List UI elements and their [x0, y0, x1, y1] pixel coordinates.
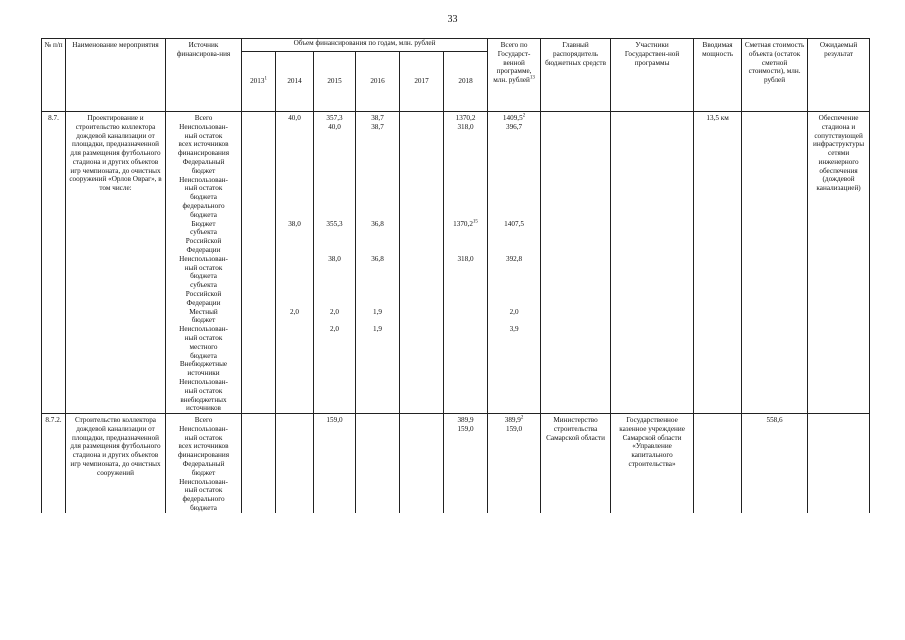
- value-cell: [446, 255, 485, 264]
- value-cell: [358, 114, 397, 123]
- source-line: [168, 272, 239, 281]
- value-cell: [446, 158, 485, 167]
- value-cell: [316, 255, 353, 264]
- value-cell: [490, 228, 538, 237]
- header-total: [488, 39, 541, 112]
- source-line: [168, 325, 239, 334]
- source-line: [168, 255, 239, 264]
- source-line: [168, 184, 239, 193]
- value-cell: [358, 228, 397, 237]
- value-cell: [316, 140, 353, 149]
- value-cell: [490, 132, 538, 141]
- value-cell: [358, 325, 397, 334]
- value-cell-text: 357,3: [326, 114, 343, 122]
- header-year-2015: 2015: [314, 52, 356, 112]
- table-header: [42, 39, 870, 112]
- source-line-text: Всего: [194, 416, 213, 425]
- source-line: [168, 504, 239, 513]
- source-line-text: бюджета: [190, 504, 217, 513]
- value-cell: [490, 211, 538, 220]
- source-line-text: Бюджет: [191, 219, 216, 228]
- header-participants: Участники Государствен-ной программы: [611, 39, 694, 112]
- value-cell: [446, 176, 485, 185]
- table-row: [42, 112, 870, 414]
- source-line-text: бюджета: [190, 272, 217, 281]
- header-total-footnote: 13: [529, 75, 535, 81]
- value-cell: [358, 202, 397, 211]
- source-line-text: Неиспользован-: [179, 254, 228, 263]
- header-estimate: Сметная стоимость объекта (остаток сметной стоимости), млн. рублей: [742, 39, 808, 112]
- value-cell-text: 2,0: [330, 325, 339, 334]
- footnote-mark: 2: [522, 113, 526, 119]
- value-cell-text: 38,7: [371, 114, 384, 122]
- year-2017-values: [400, 112, 444, 414]
- value-cell: [490, 220, 538, 229]
- source-line: [168, 158, 239, 167]
- value-cell: [446, 132, 485, 141]
- value-cell: [490, 149, 538, 158]
- value-cell: [358, 193, 397, 202]
- year-2015-values: [314, 414, 356, 513]
- value-cell: [316, 290, 353, 299]
- value-cell: [278, 184, 311, 193]
- source-line-text: внебюджетных: [180, 395, 227, 404]
- value-cell: [446, 193, 485, 202]
- year-2017-values: [400, 414, 444, 513]
- source-line: [168, 451, 239, 460]
- value-cell: [316, 167, 353, 176]
- header-capacity: Вводимая мощность: [694, 39, 742, 112]
- source-line-text: Неиспользован-: [179, 325, 228, 334]
- source-line: [168, 228, 239, 237]
- value-cell: [490, 140, 538, 149]
- source-line: [168, 316, 239, 325]
- value-cell: [446, 149, 485, 158]
- value-cell-text: 1,9: [373, 325, 382, 334]
- capacity-value: 13,5 км: [694, 112, 742, 414]
- value-cell: [490, 184, 538, 193]
- source-line-text: ный остаток: [184, 433, 223, 442]
- row-number: 8.7.2.: [42, 414, 66, 513]
- source-line: [168, 290, 239, 299]
- value-cell-text: 36,8: [371, 219, 384, 228]
- source-line-text: бюджет: [191, 166, 216, 175]
- row-number: 8.7.: [42, 112, 66, 414]
- page-number: 33: [447, 14, 458, 25]
- result-cell: [808, 414, 870, 513]
- header-year-2016: 2016: [356, 52, 400, 112]
- source-line: [168, 478, 239, 487]
- value-cell: [358, 281, 397, 290]
- year-2013-values: [242, 414, 276, 513]
- value-cell: [316, 416, 353, 425]
- value-cell: [446, 184, 485, 193]
- value-cell: [446, 167, 485, 176]
- source-line-text: Российской: [185, 289, 222, 298]
- value-cell-text: 2,0: [330, 307, 339, 316]
- source-line: [168, 211, 239, 220]
- value-cell: [278, 237, 311, 246]
- source-line: [168, 308, 239, 317]
- value-cell: [358, 290, 397, 299]
- value-cell: [316, 325, 353, 334]
- value-cell: [358, 123, 397, 132]
- year-2016-values: [356, 112, 400, 414]
- value-cell: [358, 272, 397, 281]
- value-cell: [490, 272, 538, 281]
- manager-cell: [541, 112, 611, 414]
- source-line-text: бюджет: [191, 316, 216, 325]
- year-2013-footnote: 1: [264, 76, 267, 82]
- value-cell-text: 318,0: [457, 122, 474, 131]
- value-cell: [490, 246, 538, 255]
- capacity-cell: [694, 414, 742, 513]
- source-line-text: Российской: [185, 237, 222, 246]
- header-year-2013: [242, 52, 276, 112]
- source-line-text: ный остаток: [184, 263, 223, 272]
- value-cell: [358, 255, 397, 264]
- value-cell: [316, 281, 353, 290]
- value-cell-text: 2,0: [509, 307, 519, 316]
- value-cell: [446, 202, 485, 211]
- value-cell: [446, 220, 485, 229]
- source-line: [168, 281, 239, 290]
- source-line-text: финансирования: [177, 451, 230, 460]
- source-line: [168, 343, 239, 352]
- value-cell: [316, 123, 353, 132]
- value-cell: [358, 237, 397, 246]
- source-line-text: ный остаток: [184, 486, 223, 495]
- value-cell: [490, 114, 538, 123]
- source-line: [168, 202, 239, 211]
- value-cell: [316, 149, 353, 158]
- value-cell: [446, 416, 485, 425]
- value-cell: [490, 158, 538, 167]
- value-cell-text: 38,0: [328, 254, 341, 263]
- source-list: [166, 414, 242, 513]
- header-source: Источник финансирова-ния: [166, 39, 242, 112]
- row-name: Проектирование и строительство коллектора дождевой канализации от площадки, предназначенной для размещения футбольного стадиона и других объектов игр чемпионата, до очистных сооружений «Орлов Овраг», в том числе:: [66, 112, 166, 414]
- value-cell: [278, 308, 311, 317]
- header-result: Ожидаемый результат: [808, 39, 870, 112]
- table-row: [42, 414, 870, 513]
- value-cell: [278, 211, 311, 220]
- value-cell: [358, 167, 397, 176]
- manager-text: Министерство строительства Самарской области: [541, 414, 611, 513]
- source-line: [168, 404, 239, 413]
- source-line-text: ный остаток: [184, 184, 223, 193]
- value-cell: [278, 281, 311, 290]
- source-line-text: ный остаток: [184, 386, 223, 395]
- source-line: [168, 416, 239, 425]
- source-list: [166, 112, 242, 414]
- source-line-text: федерального: [182, 495, 225, 504]
- source-line: [168, 149, 239, 158]
- source-line-text: бюджета: [190, 193, 217, 202]
- value-cell: [446, 237, 485, 246]
- footnote-mark: 2: [520, 415, 524, 421]
- value-cell-text: 1,9: [373, 307, 382, 316]
- source-line: [168, 167, 239, 176]
- value-cell: [490, 416, 538, 425]
- footnote-mark: 15: [472, 219, 478, 225]
- value-cell: [358, 211, 397, 220]
- source-line-text: субъекта: [190, 228, 217, 237]
- year-2014-values: [276, 414, 314, 513]
- source-line: [168, 299, 239, 308]
- value-cell: [446, 211, 485, 220]
- total-values: [488, 414, 541, 513]
- value-cell: [490, 255, 538, 264]
- value-cell: [358, 299, 397, 308]
- source-line: [168, 434, 239, 443]
- value-cell: [278, 176, 311, 185]
- value-cell: [490, 264, 538, 273]
- value-cell: [490, 176, 538, 185]
- value-cell: [316, 132, 353, 141]
- source-line-text: Федеральный: [182, 157, 225, 166]
- source-line-text: ный остаток: [184, 131, 223, 140]
- value-cell-text: 40,0: [328, 122, 341, 131]
- value-cell-text: 2,0: [290, 307, 299, 316]
- value-cell: [446, 228, 485, 237]
- value-cell: [490, 316, 538, 325]
- header-volume: Объем финансирования по годам, млн. рублей: [242, 39, 488, 52]
- value-cell: [446, 123, 485, 132]
- value-cell: [278, 264, 311, 273]
- source-line: [168, 140, 239, 149]
- value-cell: [316, 316, 353, 325]
- year-2018-values: [444, 112, 488, 414]
- value-cell: [278, 228, 311, 237]
- value-cell: [490, 237, 538, 246]
- value-cell: [278, 220, 311, 229]
- value-cell: [358, 308, 397, 317]
- value-cell: [316, 308, 353, 317]
- value-cell-text: 355,3: [326, 219, 343, 228]
- total-values: [488, 112, 541, 414]
- source-line-text: бюджета: [190, 351, 217, 360]
- year-2013-values: [242, 112, 276, 414]
- value-cell: [316, 193, 353, 202]
- header-year-2017: 2017: [400, 52, 444, 112]
- source-line: [168, 123, 239, 132]
- result-text: Обеспечение стадиона и сопутствующей инфраструктуры сетями инженерного обеспечения (дождевой канализацией): [808, 112, 870, 414]
- source-line-text: Всего: [194, 114, 213, 122]
- estimate-value: 558,6: [742, 414, 808, 513]
- source-line: [168, 352, 239, 361]
- value-cell-text: 392,8: [505, 254, 523, 263]
- value-cell: [490, 325, 538, 334]
- value-cell: [358, 158, 397, 167]
- value-cell: [278, 299, 311, 308]
- value-cell: [278, 132, 311, 141]
- year-2015-values: [314, 112, 356, 414]
- value-cell: [278, 193, 311, 202]
- source-line: [168, 378, 239, 387]
- value-cell-text: 36,8: [371, 254, 384, 263]
- source-line: [168, 334, 239, 343]
- source-line: [168, 246, 239, 255]
- source-line-text: финансирования: [177, 149, 230, 158]
- source-line-text: ный остаток: [184, 333, 223, 342]
- year-2014-values: [276, 112, 314, 414]
- header-year-2014: 2014: [276, 52, 314, 112]
- value-cell-text: 318,0: [457, 254, 474, 263]
- source-line-text: Внебюджетные: [179, 360, 228, 369]
- year-2016-values: [356, 414, 400, 513]
- source-line: [168, 425, 239, 434]
- value-cell: [316, 220, 353, 229]
- value-cell: [278, 158, 311, 167]
- source-line: [168, 469, 239, 478]
- value-cell: [316, 176, 353, 185]
- source-line-text: всех источников: [178, 442, 229, 451]
- value-cell: [278, 255, 311, 264]
- value-cell-text: 396,7: [505, 122, 523, 131]
- header-no: № п/п: [42, 39, 66, 112]
- source-line-text: местного: [189, 342, 218, 351]
- source-line-text: всех источников: [178, 140, 229, 149]
- value-cell: [316, 264, 353, 273]
- value-cell: [358, 264, 397, 273]
- participants-cell: [611, 112, 694, 414]
- value-cell-text: 389,9: [457, 416, 474, 425]
- value-cell: [316, 228, 353, 237]
- source-line: [168, 220, 239, 229]
- value-cell: [316, 246, 353, 255]
- header-year-2018: 2018: [444, 52, 488, 112]
- value-cell: [316, 114, 353, 123]
- value-cell: [358, 184, 397, 193]
- source-line-text: Неиспользован-: [179, 377, 228, 386]
- value-cell: [278, 202, 311, 211]
- value-cell-text: 1370,2: [453, 219, 473, 228]
- value-cell: [316, 184, 353, 193]
- value-cell-text: 159,0: [457, 424, 474, 433]
- source-line-text: Федерации: [186, 298, 221, 307]
- value-cell: [446, 246, 485, 255]
- value-cell: [278, 272, 311, 281]
- source-line-text: бюджета: [190, 210, 217, 219]
- value-cell: [316, 202, 353, 211]
- value-cell: [490, 299, 538, 308]
- value-cell: [358, 149, 397, 158]
- source-line: [168, 442, 239, 451]
- value-cell-text: 389,9: [504, 416, 521, 425]
- source-line: [168, 193, 239, 202]
- year-2018-values: [444, 414, 488, 513]
- source-line: [168, 176, 239, 185]
- estimate-cell: [742, 112, 808, 414]
- source-line: [168, 387, 239, 396]
- value-cell-text: 1409,5: [502, 114, 523, 122]
- value-cell-text: 159,0: [505, 424, 523, 433]
- row-name: Строительство коллектора дождевой канализации от площадки, предназначенной для размещения футбольного стадиона и других объектов игр чемпионата, до очистных сооружений: [66, 414, 166, 513]
- source-line: [168, 495, 239, 504]
- value-cell: [446, 425, 485, 434]
- value-cell-text: 38,7: [371, 122, 384, 131]
- source-line-text: Федеральный: [182, 460, 225, 469]
- source-line-text: источники: [187, 369, 220, 378]
- value-cell-text: 1407,5: [504, 219, 524, 228]
- value-cell: [278, 123, 311, 132]
- value-cell: [358, 246, 397, 255]
- value-cell: [316, 299, 353, 308]
- value-cell-text: 3,9: [509, 325, 519, 334]
- header-manager: Главный распорядитель бюджетных средств: [541, 39, 611, 112]
- value-cell: [490, 123, 538, 132]
- source-line-text: субъекта: [190, 281, 217, 290]
- value-cell-text: 38,0: [288, 219, 301, 228]
- value-cell: [358, 132, 397, 141]
- source-line-text: источников: [186, 404, 221, 413]
- value-cell: [490, 290, 538, 299]
- value-cell-text: 159,0: [326, 416, 343, 425]
- value-cell: [278, 140, 311, 149]
- source-line-text: Неиспользован-: [179, 477, 228, 486]
- source-line: [168, 486, 239, 495]
- value-cell: [278, 246, 311, 255]
- value-cell-text: 1370,2: [455, 114, 476, 122]
- value-cell: [490, 281, 538, 290]
- year-2013-label: 2013: [250, 77, 265, 86]
- source-line: [168, 237, 239, 246]
- value-cell: [316, 237, 353, 246]
- source-line: [168, 360, 239, 369]
- source-line-text: Федерации: [186, 245, 221, 254]
- value-cell: [446, 140, 485, 149]
- value-cell: [446, 114, 485, 123]
- source-line: [168, 369, 239, 378]
- source-line-text: бюджет: [191, 468, 216, 477]
- header-total-text: Всего по Государст-венной программе, млн. рублей: [493, 41, 532, 85]
- value-cell: [278, 149, 311, 158]
- source-line-text: Неиспользован-: [179, 175, 228, 184]
- value-cell: [278, 290, 311, 299]
- value-cell: [358, 140, 397, 149]
- source-line-text: Неиспользован-: [179, 122, 228, 131]
- value-cell: [278, 114, 311, 123]
- value-cell: [316, 211, 353, 220]
- header-name: Наименование мероприятия: [66, 39, 166, 112]
- value-cell: [358, 316, 397, 325]
- source-line-text: Местный: [189, 307, 218, 316]
- source-line: [168, 264, 239, 273]
- source-line: [168, 396, 239, 405]
- value-cell: [316, 158, 353, 167]
- value-cell: [316, 272, 353, 281]
- value-cell: [490, 202, 538, 211]
- value-cell: [490, 425, 538, 434]
- value-cell: [490, 193, 538, 202]
- source-line-text: федерального: [182, 201, 225, 210]
- value-cell: [278, 167, 311, 176]
- financing-table: [41, 38, 870, 513]
- value-cell: [490, 167, 538, 176]
- value-cell-text: 40,0: [288, 114, 301, 122]
- source-line: [168, 460, 239, 469]
- value-cell: [358, 220, 397, 229]
- value-cell: [358, 176, 397, 185]
- source-line-text: Неиспользован-: [179, 424, 228, 433]
- value-cell: [490, 308, 538, 317]
- source-line: [168, 114, 239, 123]
- source-line: [168, 132, 239, 141]
- participants-text: Государственное казенное учреждение Самарской области «Управление капитального строительства»: [611, 414, 694, 513]
